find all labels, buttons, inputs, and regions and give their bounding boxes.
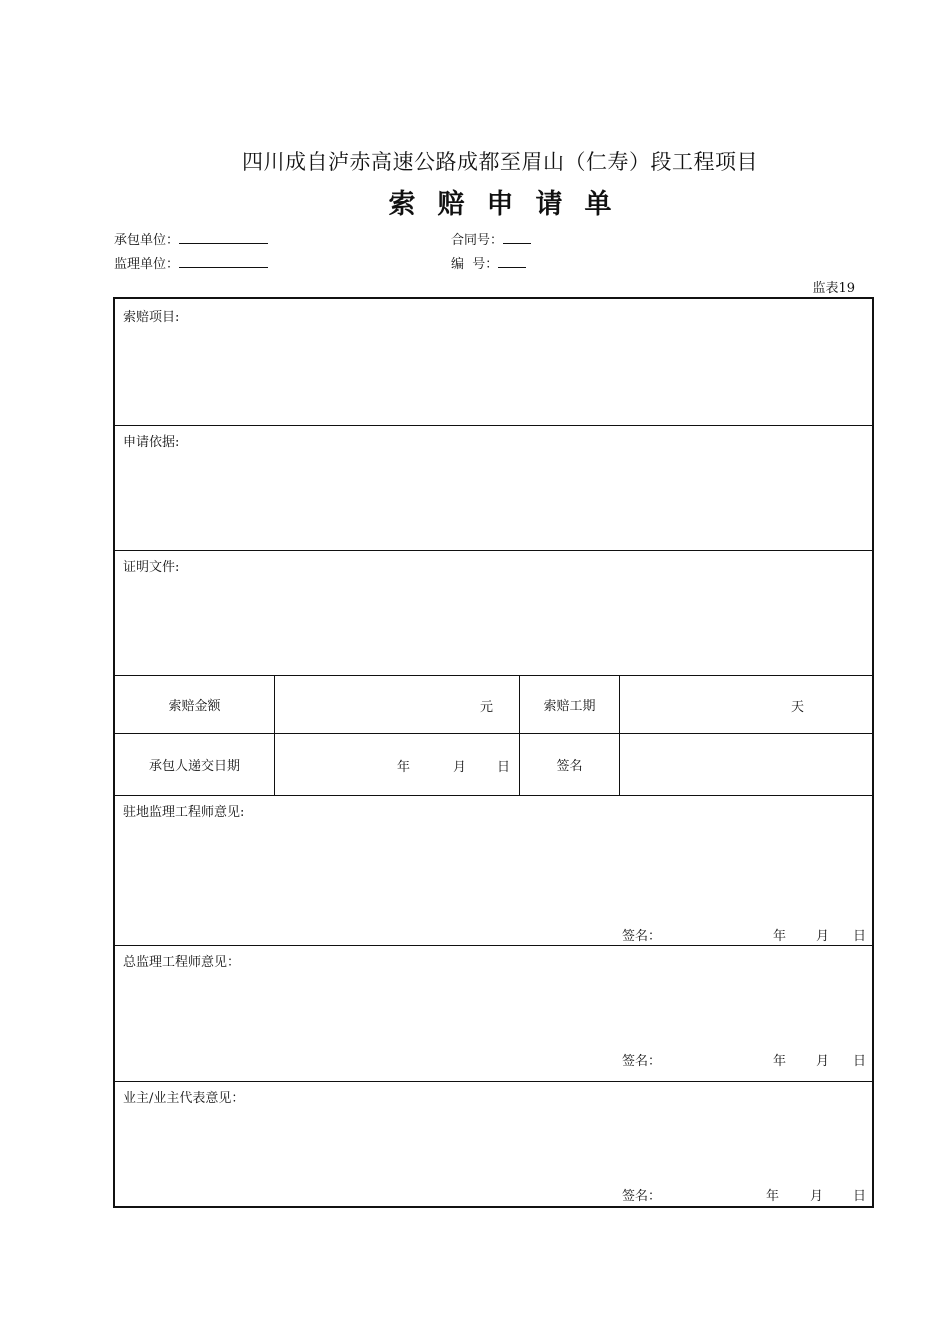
supervisor-field [114,253,268,272]
basis-label: 申请依据: [123,435,180,450]
claim-period-label: 索赔工期 [543,699,596,714]
period-unit: 天 [791,700,805,715]
contractor-field [114,229,268,248]
grid-divider [619,675,620,795]
submit-day: 日 [497,760,511,775]
documents-label: 证明文件: [123,560,180,575]
contract-no-label: 合同号： [451,233,504,248]
submit-month: 月 [453,760,467,775]
divider [115,795,872,796]
claim-item-label: 索赔项目: [123,310,180,325]
amount-unit: 元 [480,700,494,715]
chief-sign-year: 年 [773,1054,787,1069]
submit-date-label: 承包人递交日期 [148,759,240,774]
chief-engineer-opinion-label: 总监理工程师意见： [123,955,241,970]
owner-sign-label: 签名： [622,1189,662,1204]
resident-engineer-opinion-label: 驻地监理工程师意见: [123,805,245,820]
resident-sign-month: 月 [816,929,830,944]
signature-label: 签名 [556,759,583,774]
claim-form-table [113,297,874,1208]
resident-sign-year: 年 [773,929,787,944]
grid-divider [274,675,275,795]
supervisor-label: 监理单位： [114,257,180,272]
supervisor-blank[interactable] [179,255,268,268]
submit-year: 年 [397,760,411,775]
chief-sign-label: 签名： [622,1054,662,1069]
divider [115,550,872,551]
serial-no-blank[interactable] [498,255,526,268]
contract-no-blank[interactable] [503,231,531,244]
resident-sign-label: 签名： [622,929,662,944]
divider [115,945,872,946]
chief-sign-month: 月 [816,1054,830,1069]
owner-opinion-label: 业主/业主代表意见： [123,1091,245,1106]
chief-sign-day: 日 [853,1054,867,1069]
owner-sign-month: 月 [810,1189,824,1204]
owner-sign-day: 日 [853,1189,867,1204]
form-code: 监表19 [812,281,855,296]
form-title: 索赔申请单 [388,189,634,220]
serial-no-label: 编 号： [451,257,499,272]
serial-no-field [451,253,526,272]
project-title: 四川成自泸赤高速公路成都至眉山（仁寿）段工程项目 [242,150,758,174]
divider [115,1081,872,1082]
claim-amount-label: 索赔金额 [168,699,221,714]
divider [115,425,872,426]
resident-sign-day: 日 [853,929,867,944]
owner-sign-year: 年 [766,1189,780,1204]
contractor-blank[interactable] [179,231,268,244]
contract-no-field [451,229,531,248]
contractor-label: 承包单位： [114,233,180,248]
